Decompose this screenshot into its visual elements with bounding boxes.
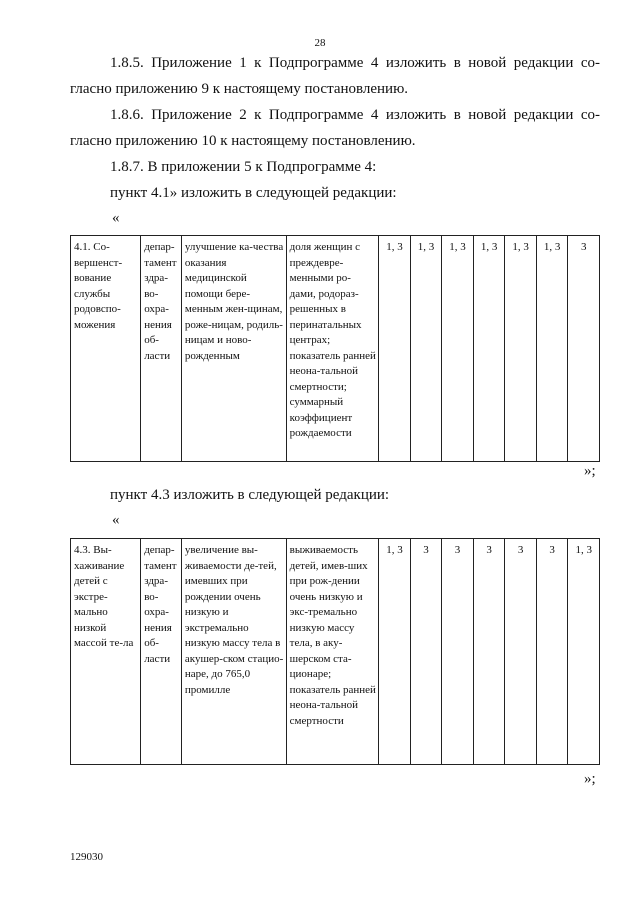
value-cell: 3: [442, 539, 474, 765]
value-cell: 1, 3: [568, 539, 600, 765]
measure-name-cell: 4.1. Со-вершенст-вование службы родовспо-можения: [71, 236, 141, 462]
paragraph-1-8-6-line2: гласно приложению 10 к настоящему постановлению.: [70, 133, 416, 149]
department-cell: депар-тамент здра-во-охра-нения об-ласти: [141, 539, 182, 765]
indicators-cell: выживаемость детей, имев-ших при рож-дении очень низкую и экс-тремально низкую массу тела, в аку-шерском ста-ционаре; показатель ранней неона-тальной смертности: [286, 539, 379, 765]
table-row: [71, 236, 600, 462]
paragraph-1-8-5-line1: 1.8.5. Приложение 1 к Подпрограмме 4 изложить в новой редакции со-: [110, 55, 600, 71]
value-cell: 1, 3: [473, 236, 505, 462]
paragraph-1-8-7: 1.8.7. В приложении 5 к Подпрограмме 4:: [110, 159, 377, 175]
paragraph-1-8-5-line2: гласно приложению 9 к настоящему постановлению.: [70, 81, 409, 97]
table-item-4-1: [70, 235, 600, 462]
value-cell: 3: [410, 539, 442, 765]
goal-cell: улучшение ка-чества оказания медицинской помощи бере-менным жен-щинам, роже-ницам, родиль-ницам и ново-рожденным: [181, 236, 286, 462]
value-cell: 3: [568, 236, 600, 462]
value-cell: 1, 3: [442, 236, 474, 462]
open-quote-4-3: «: [112, 512, 120, 528]
footer-document-code: 129030: [70, 851, 103, 863]
value-cell: 1, 3: [536, 236, 568, 462]
value-cell: 3: [536, 539, 568, 765]
table-row: [71, 539, 600, 765]
item-4-3-intro: пункт 4.3 изложить в следующей редакции:: [110, 487, 390, 503]
value-cell: 3: [473, 539, 505, 765]
close-quote-4-1: »;: [584, 463, 596, 479]
value-cell: 1, 3: [410, 236, 442, 462]
value-cell: 1, 3: [505, 236, 537, 462]
value-cell: 1, 3: [379, 236, 411, 462]
paragraph-1-8-6-line1: 1.8.6. Приложение 2 к Подпрограмме 4 изложить в новой редакции со-: [110, 107, 600, 123]
department-cell: депар-тамент здра-во-охра-нения об-ласти: [141, 236, 182, 462]
close-quote-4-3: »;: [584, 771, 596, 787]
value-cell: 1, 3: [379, 539, 411, 765]
measure-name-cell: 4.3. Вы-хаживание детей с экстре-мально низкой массой те-ла: [71, 539, 141, 765]
goal-cell: увеличение вы-живаемости де-тей, имевших при рождении очень низкую и экстремально низкую массу тела в акушер-ском стацио-наре, до 765,0 промилле: [181, 539, 286, 765]
indicators-cell: доля женщин с преждевре-менными ро-дами, родораз-решенных в перинатальных центрах; показатель ранней неона-тальной смертности; суммарный коэффициент рождаемости: [286, 236, 379, 462]
item-4-1-intro: пункт 4.1» изложить в следующей редакции:: [110, 185, 397, 201]
table-item-4-3: [70, 538, 600, 765]
page-number: 28: [314, 37, 326, 49]
open-quote-4-1: «: [112, 210, 120, 226]
value-cell: 3: [505, 539, 537, 765]
